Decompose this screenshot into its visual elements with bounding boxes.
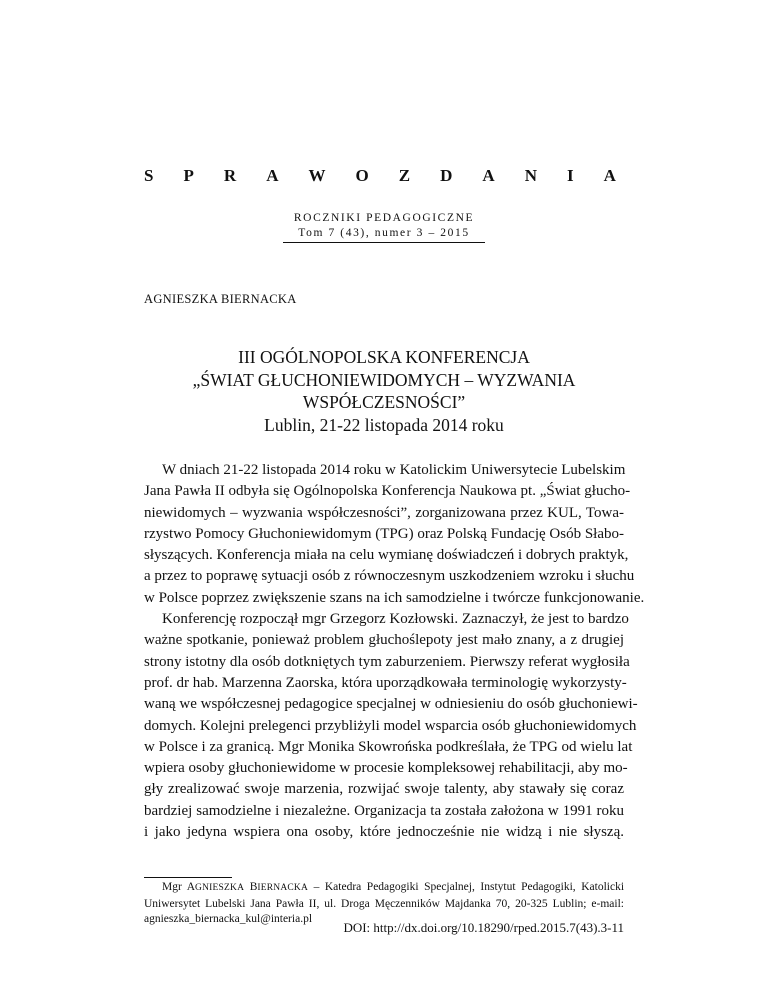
journal-rule: [283, 242, 485, 243]
body-line: w Polsce poprzez zwiększenie szans na ich samodzielne i twórcze funkcjonowanie.: [144, 589, 645, 606]
body-line: w Polsce i za granicą. Mgr Monika Skowrońska podkreślała, że TPG od wielu lat: [144, 738, 633, 755]
footnote-affiliation: – Katedra Pedagogiki Specjalnej, Instytut Pedagogiki, Katolicki: [308, 881, 625, 893]
body-line: Konferencję rozpoczął mgr Grzegorz Kozłowski. Zaznaczył, że jest to bardzo: [162, 611, 629, 628]
section-heading-letter: A: [603, 166, 616, 185]
body-line: Jana Pawła II odbyła się Ogólnopolska Konferencja Naukowa pt. „Świat głucho-: [144, 483, 631, 500]
body-line: i jako jedyna wspiera ona osoby, które jednocześnie nie widzą i nie słyszą.: [144, 824, 624, 841]
footnote-first-rest: GNIESZKA: [195, 883, 245, 893]
title-line: III OGÓLNOPOLSKA KONFERENCJA: [238, 347, 530, 367]
body-line: prof. dr hab. Marzenna Zaorska, która uporządkowała terminologię wykorzysty-: [144, 674, 627, 691]
body-line: rzystwo Pomocy Głuchoniewidomym (TPG) oraz Polską Fundację Osób Słabo-: [144, 525, 624, 542]
body-line: W dniach 21-22 listopada 2014 roku w Katolickim Uniwersytecie Lubelskim: [162, 462, 626, 478]
article-title: [144, 346, 624, 436]
body-line: strony istotny dla osób dotkniętych tym zaburzeniem. Pierwszy referat wygłosiła: [144, 653, 630, 670]
section-heading-letter: Z: [398, 166, 411, 185]
body-line: wpiera osoby głuchoniewidome w procesie kompleksowej rehabilitacji, aby mo-: [144, 760, 628, 777]
body-text: [144, 460, 645, 843]
section-heading-letter: A: [482, 166, 495, 185]
author-name: AGNIESZKA BIERNACKA: [144, 292, 297, 306]
footnote-line: Uniwersytet Lubelski Jana Pawła II, ul. Droga Męczenników Majdanka 70, 20-325 Lublin; e-mail:: [144, 897, 624, 910]
section-heading-letter: N: [524, 166, 537, 185]
body-line: a przez to poprawę sytuacji osób z równoczesnym uszkodzeniem wzroku i słuchu: [144, 568, 635, 585]
footnote-line: [144, 880, 624, 897]
section-heading-letter: P: [183, 166, 194, 185]
body-line: bardziej samodzielne i niezależne. Organizacja ta została założona w 1991 roku: [144, 802, 624, 819]
section-heading: [144, 166, 616, 186]
section-heading-letter: W: [308, 166, 326, 185]
section-heading-letter: O: [355, 166, 369, 185]
body-line: gły zrealizować swoje marzenia, rozwijać swoje talenty, aby stawały się coraz: [144, 781, 624, 798]
footnote-rule: [144, 877, 232, 878]
journal-volume: Tom 7 (43), numer 3 – 2015: [298, 227, 470, 239]
footnote-prefix: Mgr: [162, 881, 187, 893]
body-line: słyszących. Konferencja miała na celu wymianę doświadczeń i dobrych praktyk,: [144, 547, 629, 564]
title-line: WSPÓŁCZESNOŚCI”: [302, 392, 466, 412]
footnote-email: agnieszka_biernacka_kul@interia.pl: [144, 913, 313, 925]
body-line: niewidomych – wyzwania współczesności”, zorganizowana przez KUL, Towa-: [144, 504, 624, 521]
body-line: waną we współczesnej pedagogice specjalnej w odniesieniu do osób głuchoniewi-: [144, 696, 638, 713]
section-heading-letter: D: [440, 166, 453, 185]
section-heading-letter: I: [567, 166, 574, 185]
footnote-last-initial: B: [249, 881, 258, 893]
body-line: domych. Kolejni prelegenci przybliżyli model wsparcia osób głuchoniewidomych: [144, 717, 637, 734]
body-line: ważne spotkanie, ponieważ problem głuchoślepoty jest mało znany, a z drugiej: [144, 632, 624, 649]
doi: DOI: http://dx.doi.org/10.18290/rped.2015.7(43).3-11: [343, 920, 624, 935]
journal-name: ROCZNIKI PEDAGOGICZNE: [293, 212, 475, 224]
section-heading-letter: S: [144, 166, 154, 185]
section-heading-letter: A: [266, 166, 279, 185]
title-line: „ŚWIAT GŁUCHONIEWIDOMYCH – WYZWANIA: [192, 369, 576, 390]
title-line: Lublin, 21-22 listopada 2014 roku: [264, 414, 504, 435]
footnote-last-rest: IERNACKA: [257, 883, 309, 893]
section-heading-letter: R: [223, 166, 237, 185]
footnote-first-initial: A: [186, 881, 196, 893]
